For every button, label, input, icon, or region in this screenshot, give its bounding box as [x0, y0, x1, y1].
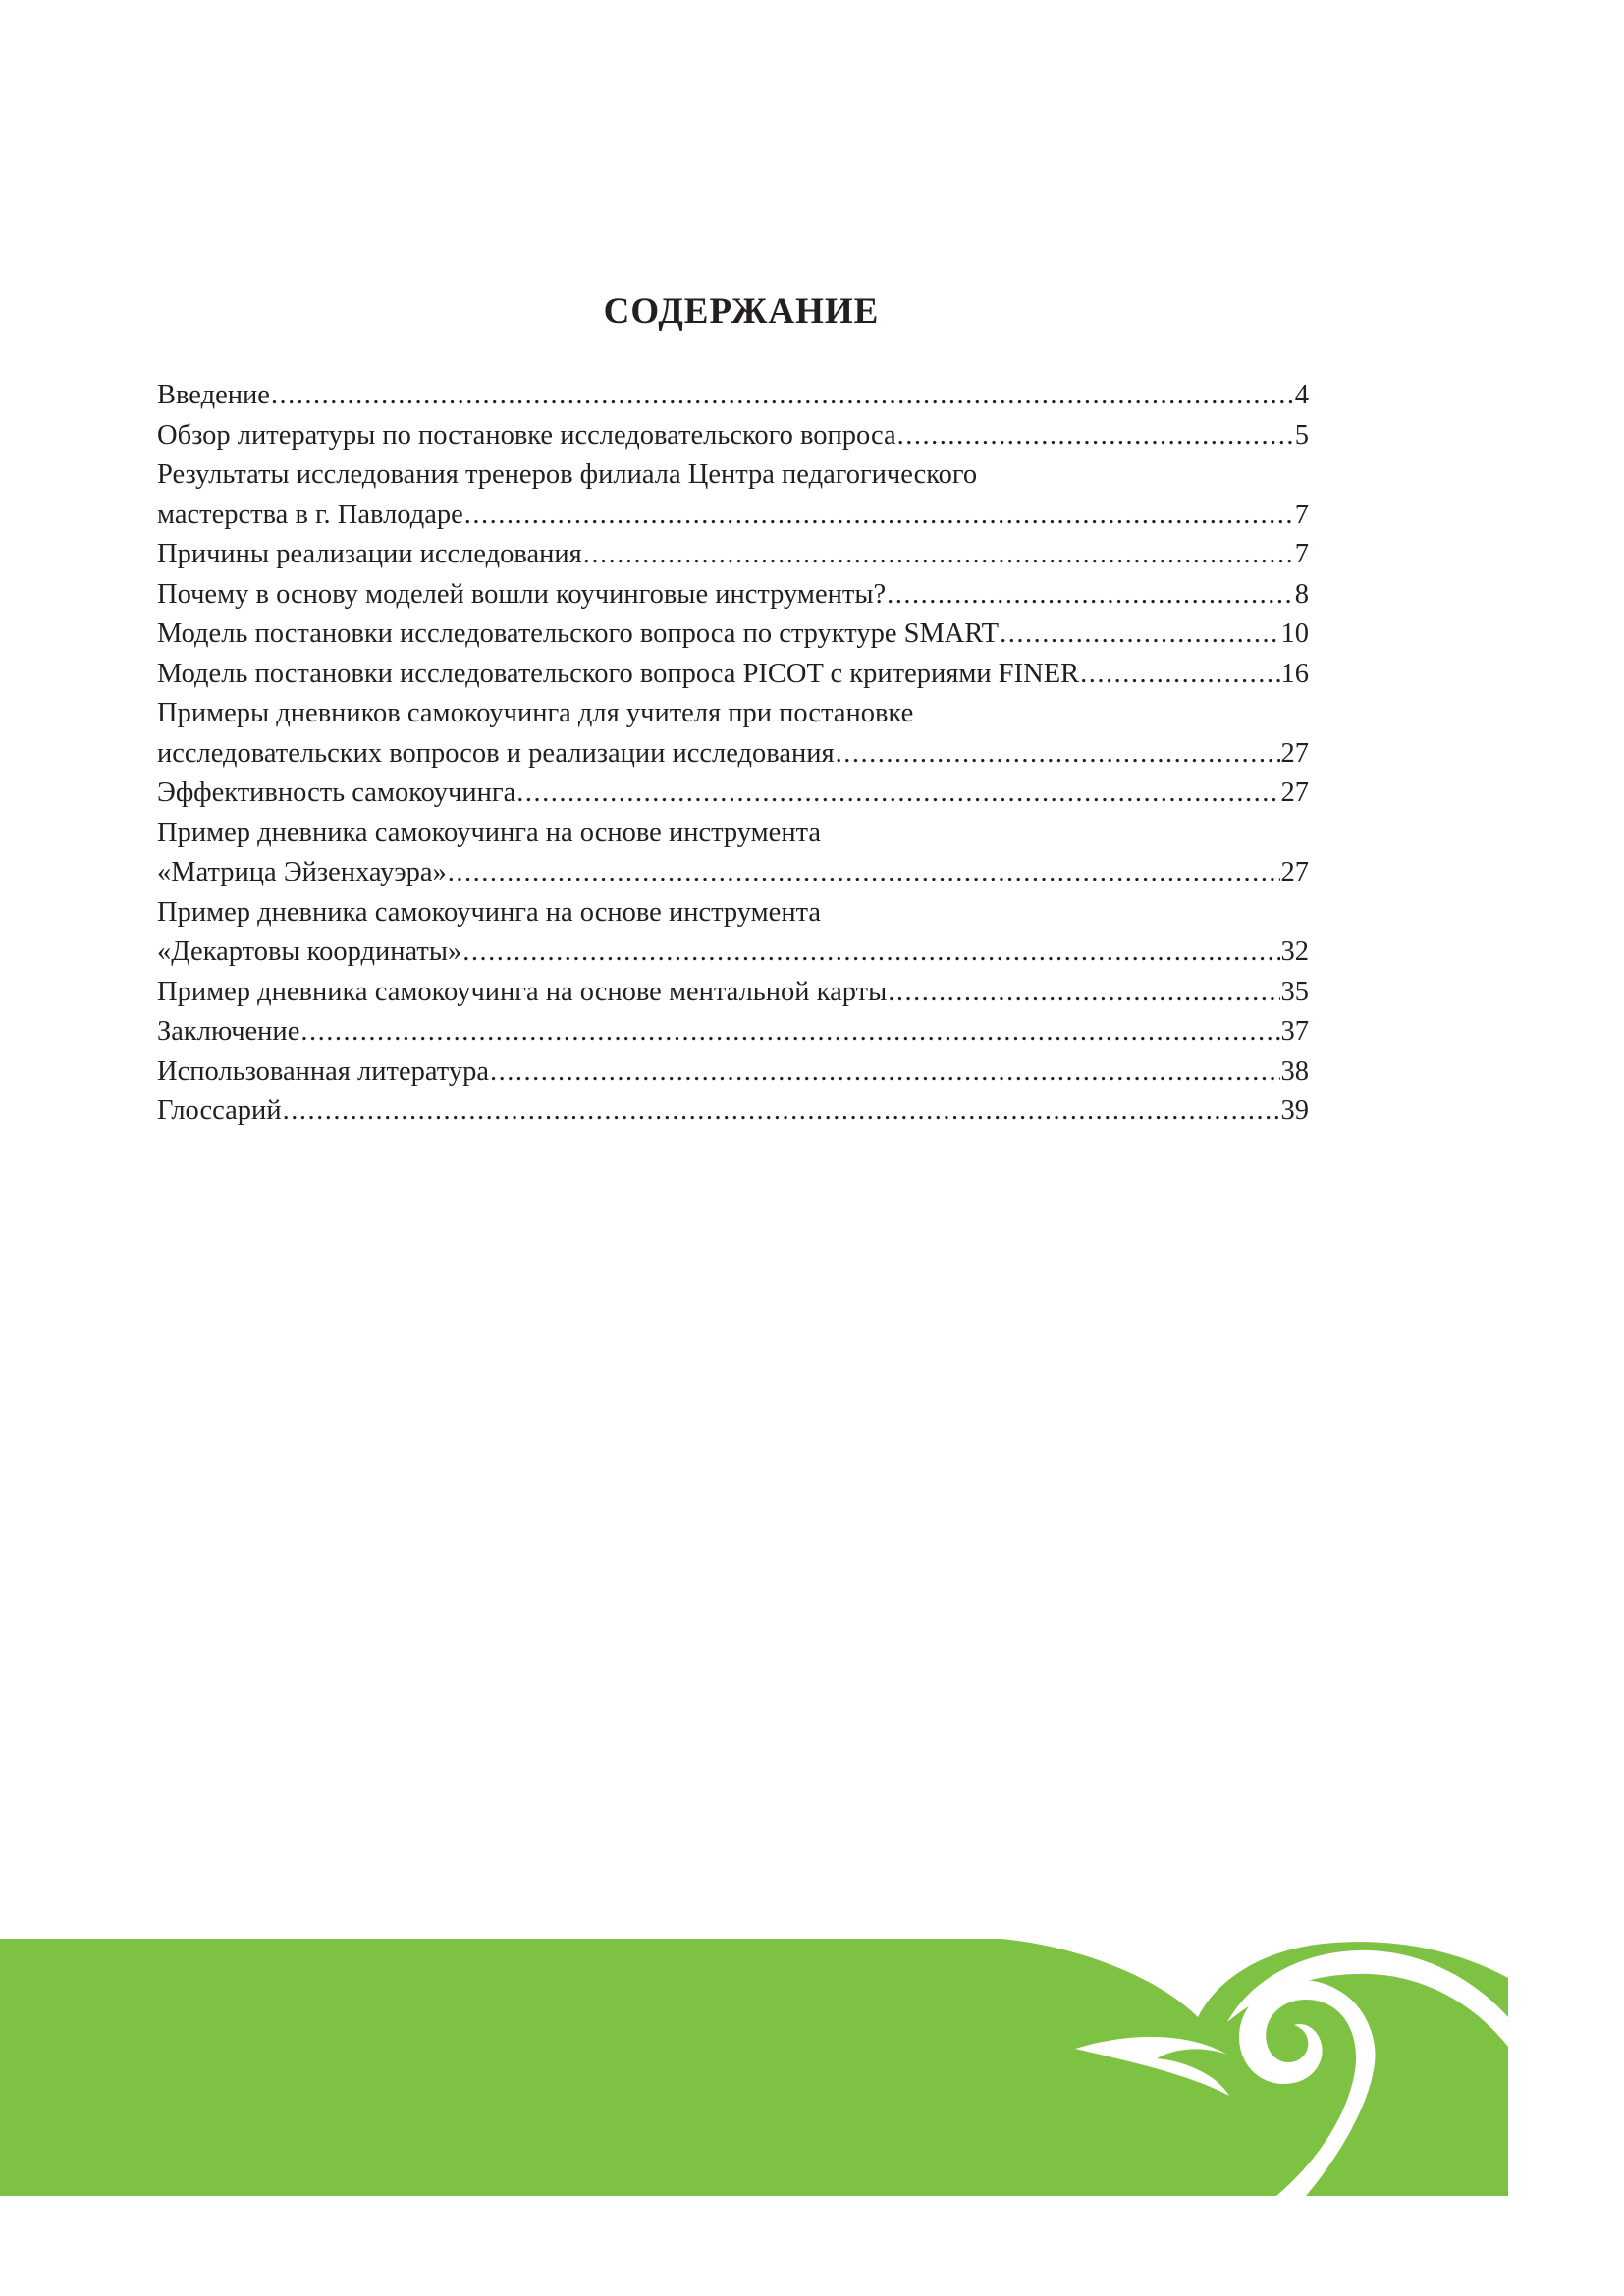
dot-leader — [1080, 655, 1279, 695]
toc-line — [157, 853, 1309, 893]
toc-page-number: 35 — [1280, 976, 1309, 1007]
toc-page-number: 27 — [1280, 777, 1309, 808]
toc-entry[interactable] — [157, 455, 1309, 535]
dot-leader — [464, 496, 1294, 536]
toc-title: Обзор литературы по постановке исследовательского вопроса — [157, 419, 896, 451]
toc-line — [157, 535, 1309, 575]
toc-title: Почему в основу моделей вошли коучинговые инструменты? — [157, 578, 887, 610]
toc-entry[interactable] — [157, 535, 1309, 575]
toc-entry[interactable] — [157, 1052, 1309, 1093]
toc-entry[interactable] — [157, 376, 1309, 416]
toc-title: Введение — [157, 380, 270, 410]
toc-page-number: 39 — [1280, 1095, 1309, 1126]
dot-leader — [448, 853, 1280, 893]
dot-leader — [1000, 614, 1279, 655]
toc-line — [157, 1012, 1309, 1052]
toc-title: Модель постановки исследовательского вопроса по структуре SMART — [157, 618, 1000, 649]
toc-page-number: 32 — [1280, 936, 1309, 967]
toc-line — [157, 416, 1309, 456]
footer-decorative-band — [0, 1939, 1508, 2196]
toc-title: Использованная литература — [157, 1055, 490, 1087]
toc-line — [157, 933, 1309, 973]
toc-page-number: 10 — [1280, 618, 1309, 649]
dot-leader — [888, 973, 1279, 1013]
toc-entry[interactable] — [157, 893, 1309, 973]
toc-title: Пример дневника самокоучинга на основе ментальной карты — [157, 976, 888, 1007]
toc-title-line: Результаты исследования тренеров филиала Центра педагогического — [157, 459, 978, 490]
toc-title-line: «Матрица Эйзенхауэра» — [157, 857, 447, 887]
toc-entry[interactable] — [157, 575, 1309, 615]
toc-page-number: 27 — [1280, 857, 1309, 887]
toc-line — [157, 614, 1309, 655]
toc-page-number: 7 — [1294, 499, 1309, 530]
toc-page-number: 8 — [1294, 578, 1309, 610]
toc-entry[interactable] — [157, 814, 1309, 893]
toc-title-line: Пример дневника самокоучинга на основе инструмента — [157, 896, 822, 928]
toc-entry[interactable] — [157, 655, 1309, 695]
toc-title: Причины реализации исследования — [157, 539, 582, 569]
toc-entry[interactable] — [157, 1092, 1309, 1132]
toc-entry[interactable] — [157, 614, 1309, 655]
dot-leader — [887, 575, 1294, 615]
toc-entry[interactable] — [157, 416, 1309, 456]
page-title: СОДЕРЖАНИЕ — [603, 292, 880, 332]
dot-leader — [836, 734, 1280, 774]
toc-entry[interactable] — [157, 694, 1309, 774]
toc-line — [157, 1092, 1309, 1132]
dot-leader — [271, 376, 1294, 416]
toc-line — [157, 655, 1309, 695]
dot-leader — [283, 1092, 1280, 1132]
dot-leader — [897, 416, 1294, 456]
toc-page-number: 5 — [1294, 419, 1309, 451]
toc-title: Эффективность самокоучинга — [157, 777, 516, 808]
toc-line — [157, 575, 1309, 615]
dot-leader — [583, 535, 1294, 575]
toc-page-number: 7 — [1294, 539, 1309, 569]
toc-title-line: исследовательских вопросов и реализации исследования — [157, 737, 835, 769]
toc-page-number: 4 — [1294, 380, 1309, 410]
dot-leader — [490, 1052, 1279, 1093]
toc-line — [157, 376, 1309, 416]
toc-line — [157, 734, 1309, 774]
toc-entry[interactable] — [157, 774, 1309, 814]
dot-leader — [516, 774, 1279, 814]
toc-title-line: мастерства в г. Павлодаре — [157, 499, 463, 530]
toc-line — [157, 774, 1309, 814]
toc-title-line: «Декартовы координаты» — [157, 936, 462, 967]
toc-page-number: 27 — [1280, 737, 1309, 769]
toc-title: Заключение — [157, 1016, 300, 1046]
toc-line — [157, 973, 1309, 1013]
toc-line — [157, 1052, 1309, 1093]
dot-leader — [300, 1012, 1279, 1052]
toc-entry[interactable] — [157, 1012, 1309, 1052]
toc-title-line: Примеры дневников самокоучинга для учителя при постановке — [157, 698, 914, 728]
dot-leader — [462, 933, 1279, 973]
toc-page-number: 16 — [1280, 658, 1309, 689]
toc-title: Модель постановки исследовательского вопроса PICOT с критериями FINER — [157, 658, 1080, 689]
toc-title-line: Пример дневника самокоучинга на основе инструмента — [157, 817, 822, 848]
table-of-contents — [157, 376, 1309, 1132]
toc-line — [157, 496, 1309, 536]
swirl-ornament-icon — [0, 1939, 1508, 2196]
toc-entry[interactable] — [157, 973, 1309, 1013]
toc-page-number: 38 — [1280, 1055, 1309, 1087]
toc-title: Глоссарий — [157, 1095, 282, 1126]
toc-page-number: 37 — [1280, 1016, 1309, 1046]
